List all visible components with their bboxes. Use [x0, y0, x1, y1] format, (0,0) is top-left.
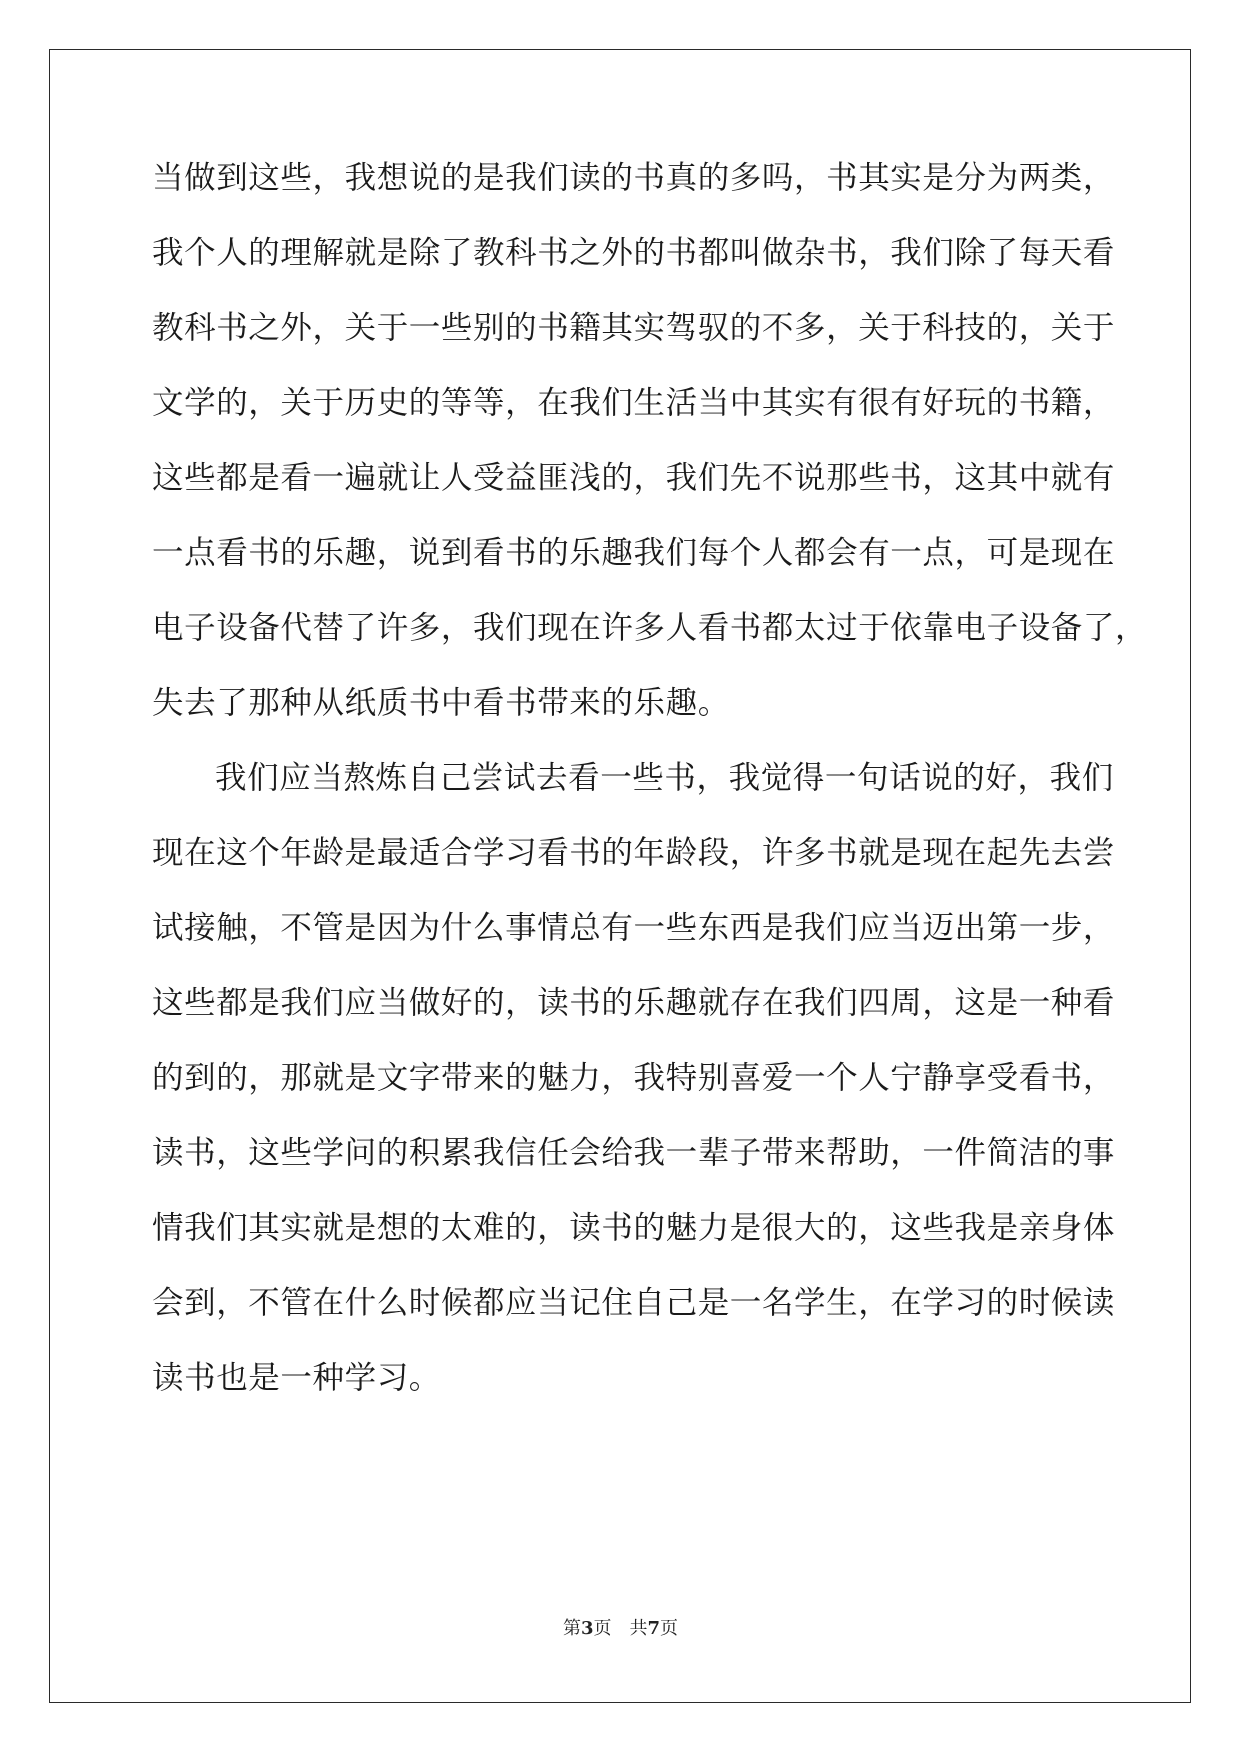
page-border — [49, 49, 1191, 1703]
text-line: 我个人的理解就是除了教科书之外的书都叫做杂书，我们除了每天看 — [152, 235, 1116, 271]
text-line: 会到，不管在什么时候都应当记住自己是一名学生，在学习的时候读 — [152, 1285, 1116, 1321]
text-line: 电子设备代替了许多，我们现在许多人看书都太过于依靠电子设备了， — [152, 610, 1148, 646]
text-line: 失去了那种从纸质书中看书带来的乐趣。 — [152, 685, 730, 721]
text-line: 读书也是一种学习。 — [152, 1360, 441, 1396]
text-line: 试接触，不管是因为什么事情总有一些东西是我们应当迈出第一步， — [152, 910, 1116, 946]
text-line: 我们应当熬炼自己尝试去看一些书，我觉得一句话说的好，我们 — [215, 760, 1114, 796]
text-line: 现在这个年龄是最适合学习看书的年龄段，许多书就是现在起先去尝 — [152, 835, 1116, 871]
text-line: 读书，这些学问的积累我信任会给我一辈子带来帮助，一件简洁的事 — [152, 1135, 1116, 1171]
text-line: 这些都是看一遍就让人受益匪浅的，我们先不说那些书，这其中就有 — [152, 460, 1116, 496]
text-line: 教科书之外，关于一些别的书籍其实驾驭的不多，关于科技的，关于 — [152, 310, 1116, 346]
page-footer — [0, 1617, 1241, 1641]
page-number-total: 7 — [647, 1618, 661, 1639]
text-line: 当做到这些，我想说的是我们读的书真的多吗，书其实是分为两类， — [152, 160, 1116, 196]
page-total-suffix: 页 — [660, 1618, 679, 1639]
text-line: 这些都是我们应当做好的，读书的乐趣就存在我们四周，这是一种看 — [152, 985, 1116, 1021]
page-number-prefix: 第 — [562, 1618, 581, 1639]
page-total-prefix: 共 — [629, 1618, 648, 1639]
page-number-current: 3 — [580, 1618, 594, 1639]
text-line: 情我们其实就是想的太难的，读书的魅力是很大的，这些我是亲身体 — [152, 1210, 1116, 1246]
text-line: 的到的，那就是文字带来的魅力，我特别喜爱一个人宁静享受看书， — [152, 1060, 1116, 1096]
text-line: 一点看书的乐趣，说到看书的乐趣我们每个人都会有一点，可是现在 — [152, 535, 1116, 571]
text-line: 文学的，关于历史的等等，在我们生活当中其实有很有好玩的书籍， — [152, 385, 1116, 421]
page-number-suffix: 页 — [593, 1618, 612, 1639]
